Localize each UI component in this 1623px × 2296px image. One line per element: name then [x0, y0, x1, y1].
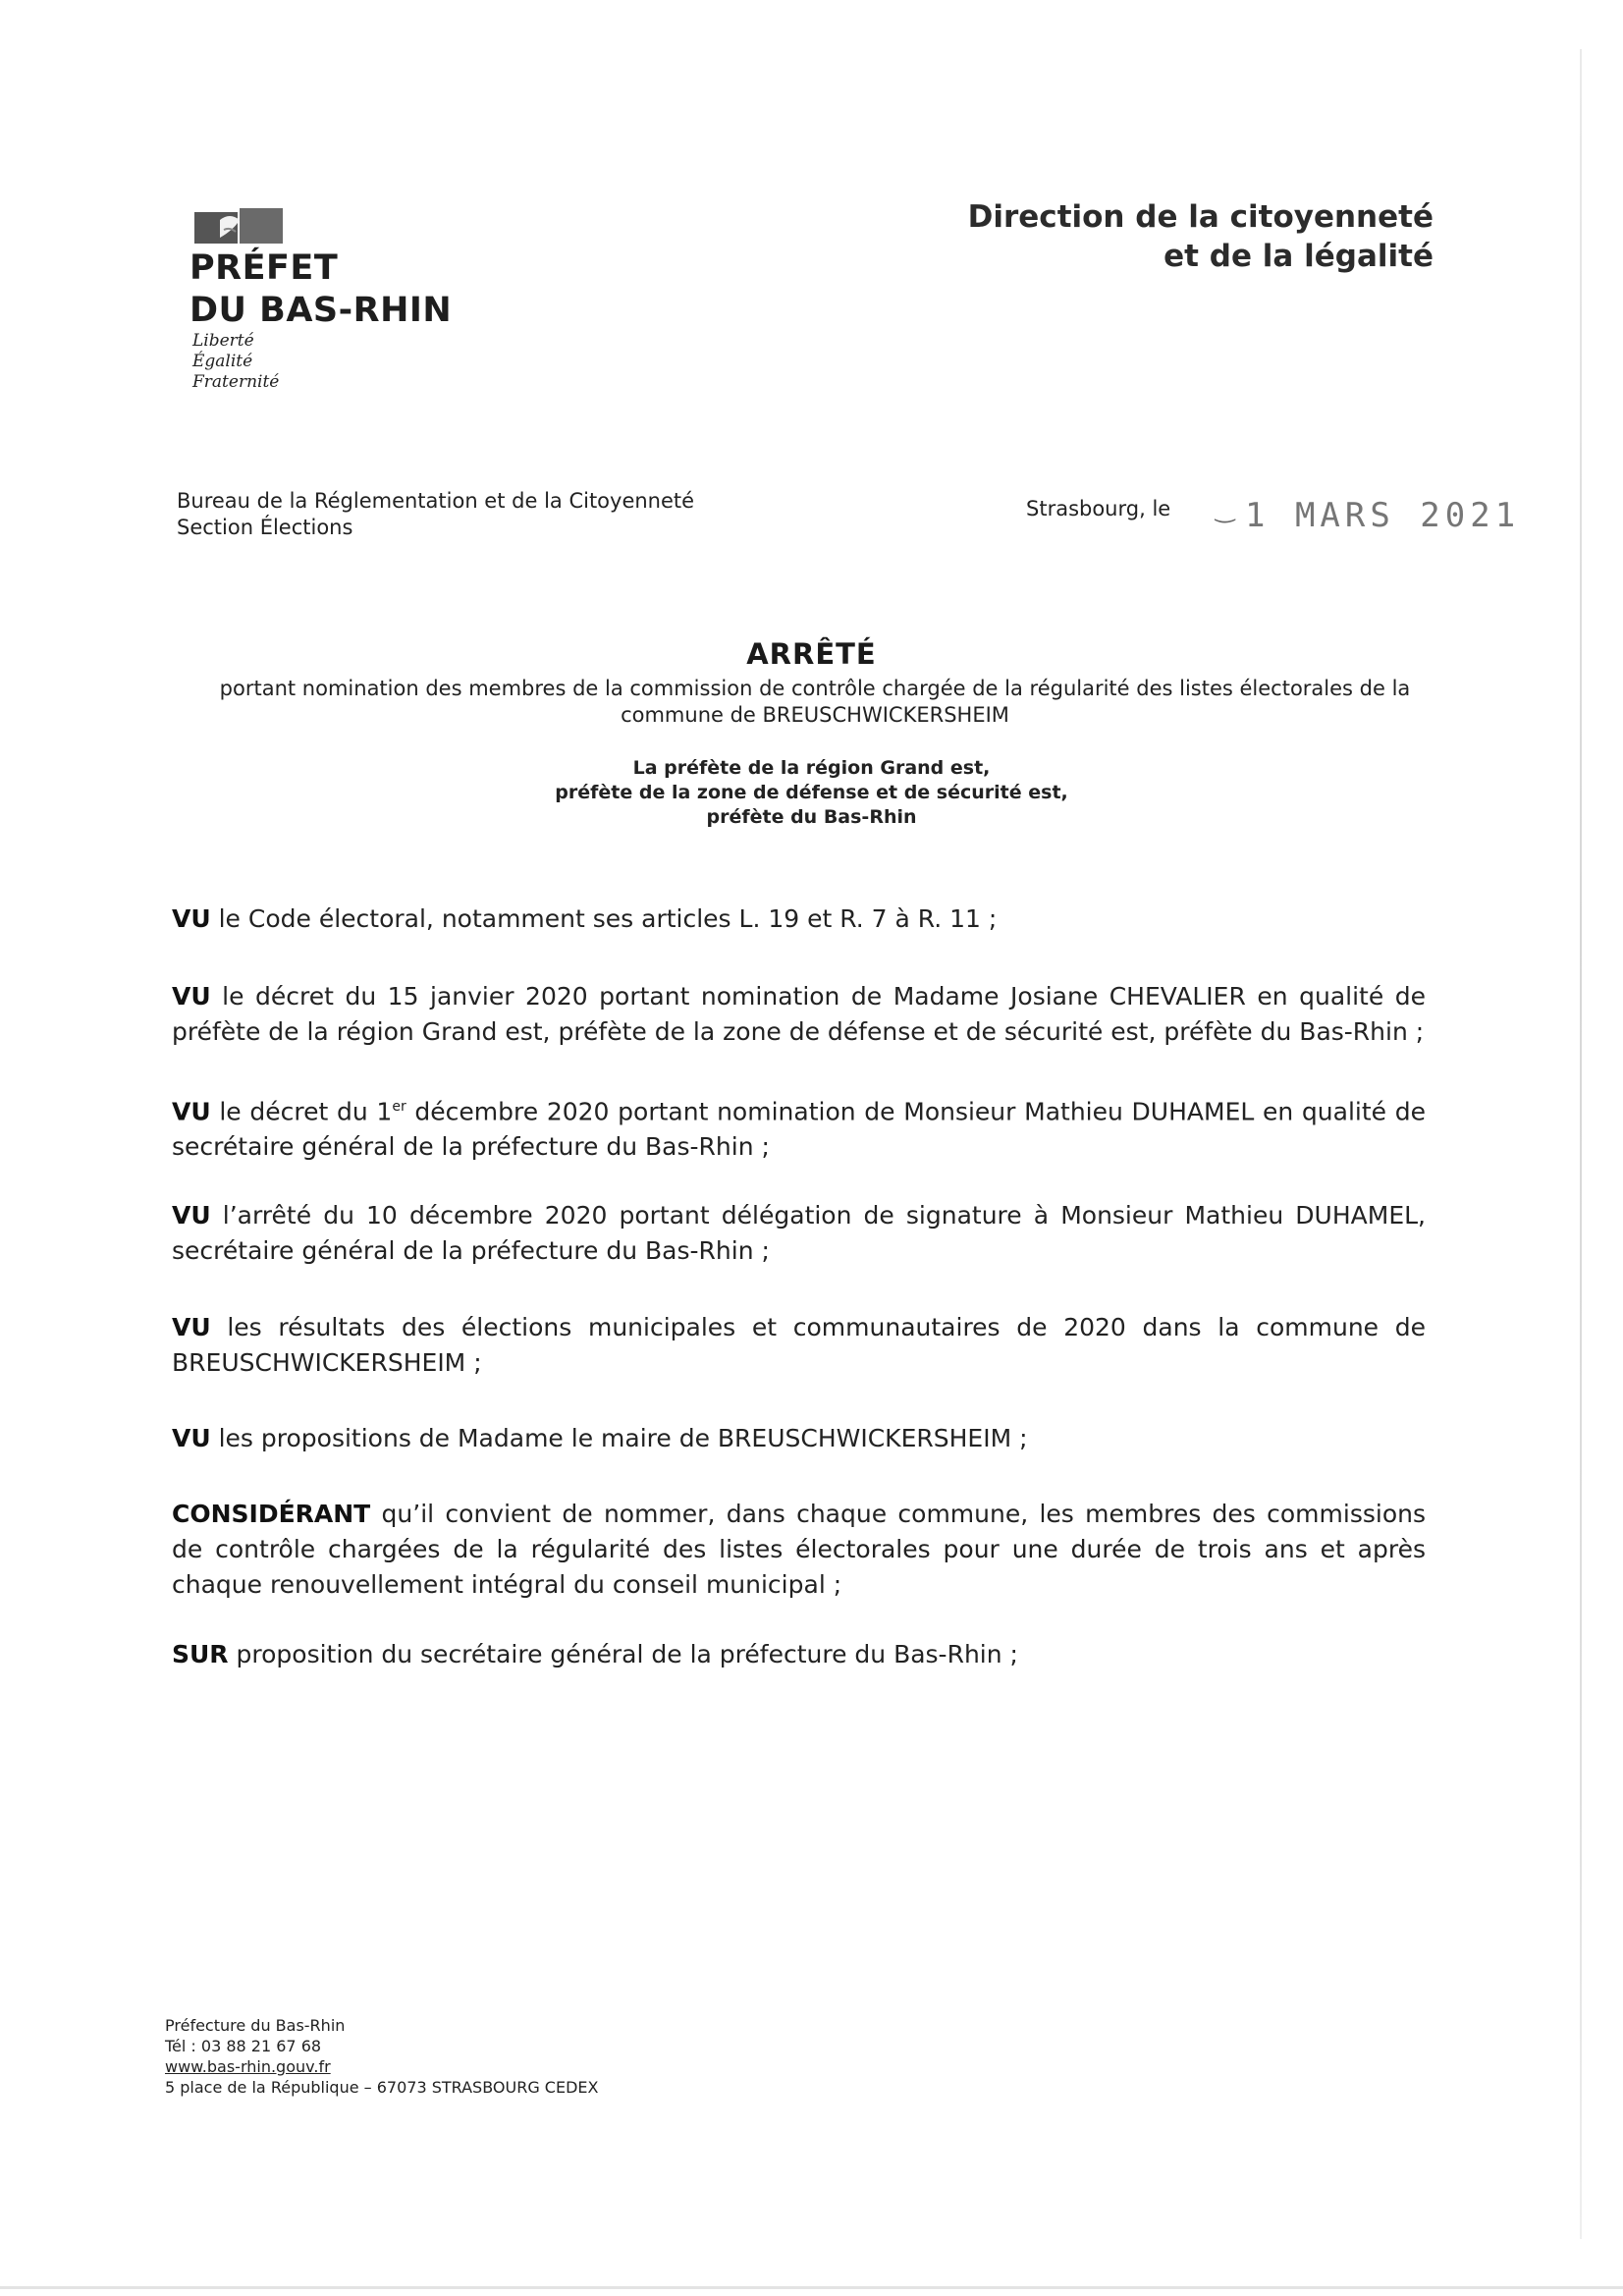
bureau-line2: Section Élections [177, 516, 353, 539]
bureau-block [177, 488, 694, 541]
scan-bottom-line [0, 2286, 1623, 2289]
motto-egalite: Égalité [192, 352, 253, 371]
paragraph-keyword: VU [172, 1097, 211, 1126]
authority-line3: préfète du Bas-Rhin [706, 806, 917, 828]
bureau-line1: Bureau de la Réglementation et de la Citoyenneté [177, 489, 695, 513]
logo-title-line1: PRÉFET [189, 248, 339, 288]
paragraph-text: qu’il convient de nommer, dans chaque commune, les membres des commissions de contrôle chargées de la régularité des listes électorales pour une durée de trois ans et après chaque renouvellement intégral du conseil municipal ; [172, 1500, 1426, 1599]
paragraph-vu-propositions [172, 1421, 1426, 1456]
paragraph-vu-decret-secretaire [172, 1089, 1426, 1165]
paragraph-text-after: décembre 2020 portant nomination de Monsieur Mathieu DUHAMEL en qualité de secrétaire général de la préfecture du Bas-Rhin ; [172, 1097, 1427, 1162]
paragraph-vu-resultats [172, 1310, 1426, 1381]
motto-fraternite: Fraternité [192, 372, 280, 392]
paragraph-keyword: VU [172, 904, 211, 933]
paragraph-keyword: VU [172, 1313, 211, 1341]
paragraph-text-before: le décret du 1 [210, 1097, 393, 1126]
footer-address: 5 place de la République – 67073 STRASBOURG CEDEX [165, 2078, 599, 2097]
direction-line1: Direction de la citoyenneté [967, 199, 1434, 235]
paragraph-keyword: CONSIDÉRANT [172, 1500, 371, 1528]
paragraph-text: proposition du secrétaire général de la préfecture du Bas-Rhin ; [228, 1640, 1018, 1668]
date-stamp: 1 MARS 2021 [1245, 496, 1521, 535]
motto-liberte: Liberté [192, 331, 254, 351]
authority-line2: préfète de la zone de défense et de sécurité est, [555, 782, 1068, 803]
paragraph-keyword: SUR [172, 1640, 229, 1668]
authority-line1: La préfète de la région Grand est, [632, 757, 991, 779]
paragraph-keyword: VU [172, 1424, 211, 1452]
paragraph-vu-decret-prefete [172, 979, 1426, 1050]
paragraph-text: l’arrêté du 10 décembre 2020 portant délégation de signature à Monsieur Mathieu DUHAMEL, secrétaire général de la préfecture du Bas-Rhin ; [172, 1201, 1426, 1265]
paragraph-text: le décret du 15 janvier 2020 portant nomination de Madame Josiane CHEVALIER en qualité de préfète de la région Grand est, préfète de la zone de défense et de sécurité est, préfète du Bas-Rhin ; [172, 982, 1426, 1046]
paragraph-text: les résultats des élections municipales et communautaires de 2020 dans la commune de BREUSCHWICKERSHEIM ; [172, 1313, 1426, 1377]
footer-phone: Tél : 03 88 21 67 68 [165, 2037, 322, 2055]
paragraph-keyword: VU [172, 982, 211, 1011]
paragraph-text: les propositions de Madame le maire de BREUSCHWICKERSHEIM ; [210, 1424, 1028, 1452]
document-title: ARRÊTÉ [746, 637, 877, 671]
authority-block [0, 756, 1623, 830]
logo-title [189, 247, 452, 332]
document-subtitle: portant nomination des membres de la commission de contrôle chargée de la régularité des listes électorales de la commune de BREUSCHWICKERSHEIM [219, 677, 1411, 727]
direction-line2: et de la légalité [1163, 239, 1434, 274]
paragraph-considerant [172, 1497, 1426, 1603]
paragraph-text: le Code électoral, notamment ses articles L. 19 et R. 7 à R. 11 ; [210, 904, 998, 933]
footer-prefecture: Préfecture du Bas-Rhin [165, 2016, 346, 2035]
direction-header [968, 197, 1434, 276]
logo-title-line2: DU BAS-RHIN [189, 291, 453, 330]
footer-website-link[interactable]: www.bas-rhin.gouv.fr [165, 2057, 331, 2076]
paragraph-vu-code-electoral [172, 902, 1426, 937]
marianne-logo-icon [194, 206, 283, 246]
republic-motto [192, 331, 279, 393]
paragraph-sur-proposition [172, 1637, 1426, 1672]
paragraph-keyword: VU [172, 1201, 211, 1230]
date-label: Strasbourg, le [1026, 497, 1171, 520]
dash-mark: ‿ [1216, 496, 1235, 523]
paragraph-vu-arrete-delegation [172, 1198, 1426, 1269]
footer-contact [165, 2015, 598, 2098]
paragraph-superscript: er [392, 1099, 406, 1115]
scan-edge-line [1580, 49, 1582, 2239]
